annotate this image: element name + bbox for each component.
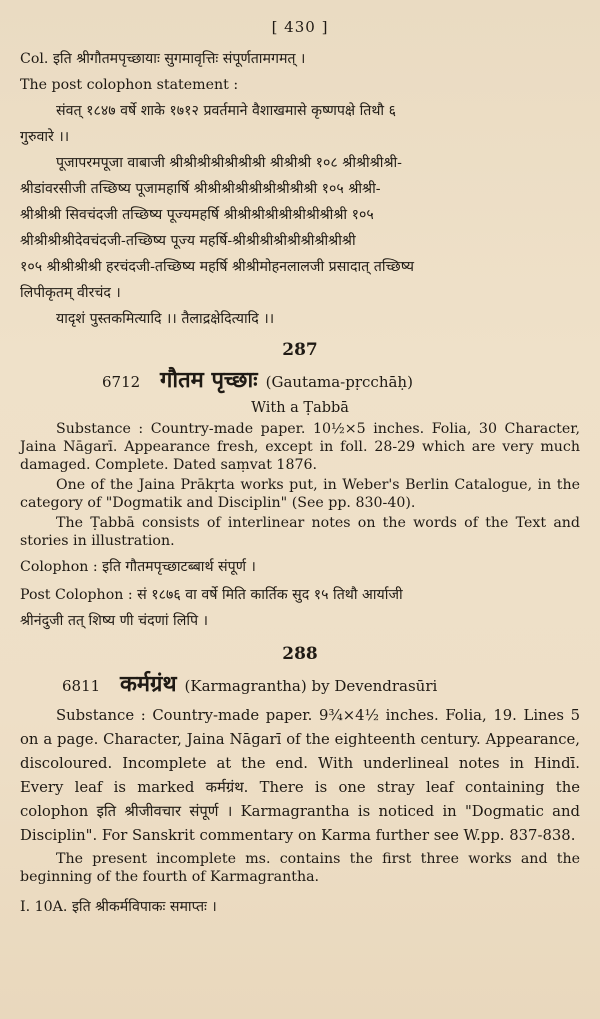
devanagari-line: श्रीश्रीश्रीश्रीदेवचंदजी-तच्छिष्य पूज्य महर्षि-श्रीश्रीश्रीश्रीश्रीश्रीश्रीश्रीश्री [20,233,356,249]
entry-title [20,668,580,698]
devanagari-line: १०५ श्रीश्रीश्रीश्री हरचंदजी-तच्छिष्य महर्षि श्रीश्रीमोहनलालजी प्रसादात् तच्छिष्य [20,259,414,275]
substance-paragraph: Substance : Country-made paper. 9¾×4½ inches. Folia, 19. Lines 5 on a page. Character, Jaina Nāgarī of the eighteenth century. Appearance, discoloured. Incomplete at the end. With underlineal notes in Hindī. Every leaf is marked कर्मग्रंथ. There is one stray leaf containing the colophon इति श्रीजीवचार संपूर्ण । Karmagrantha is noticed in "Dogmatic and Disciplin". For Sanskrit commentary on Karma further see W.pp. 837-838. [20,707,580,844]
post-colophon-line: Post Colophon : सं १८७६ वा वर्षे मिति कार्तिक सुद १५ तिथौ आर्याजी [20,587,403,603]
devanagari-line: यादृशं पुस्तकमित्यादि ।। तैलाद्रक्षेदित्यादि ।। [56,311,275,327]
title-devanagari: कर्मग्रंथ [120,671,177,697]
entry-title [20,364,580,394]
devanagari-line: लिपीकृतम् वीरचंद । [20,285,121,301]
colophon-line: Colophon : इति गौतमपृच्छाटब्बार्थ संपूर्ण । [20,559,256,575]
title-devanagari: गौतम पृच्छाः [160,367,258,393]
entry-subtitle: With a Ṭabbā [251,400,349,416]
description-paragraph: One of the Jaina Prākṛta works put, in Weber's Berlin Catalogue, in the category of "Dogmatik and Disciplin" (See pp. 830-40). [20,477,580,511]
title-romanized: (Karmagrantha) by Devendrasūri [184,677,438,695]
page-number: [ 430 ] [271,18,329,36]
title-romanized: (Gautama-pṛcchāḥ) [265,373,413,391]
colophon-line: Col. इति श्रीगौतमपृच्छायाः सुगमावृत्तिः संपूर्णतामगमत् । [20,51,306,67]
substance-paragraph: Substance : Country-made paper. 10½×5 inches. Folia, 30 Character, Jaina Nāgarī. Appearance fresh, except in foll. 28-29 which are very much damaged. Complete. Dated saṃvat 1876. [20,421,580,473]
description-paragraph: The present incomplete ms. contains the first three works and the beginning of the fourth of Karmagrantha. [20,851,580,885]
post-colophon-text [20,98,580,332]
description-paragraph: The Ṭabbā consists of interlinear notes on the words of the Text and stories in illustration. [20,515,580,549]
final-colophon-line: I. 10A. इति श्रीकर्मविपाकः समाप्तः । [20,899,217,915]
ms-number: 6712 [102,373,141,391]
ms-number: 6811 [62,677,101,695]
devanagari-line: गुरुवारे ।। [20,129,70,145]
post-colophon-label: The post colophon statement : [20,77,239,93]
devanagari-line: संवत् १८४७ वर्षे शाके १७१२ प्रवर्तमाने वैशाखमासे कृष्णपक्षे तिथौ ६ [56,103,396,119]
devanagari-line: श्रीडांवरसीजी तच्छिष्य पूजामहार्षि श्रीश्रीश्रीश्रीश्रीश्रीश्रीश्रीश्री १०५ श्रीश्री- [20,181,381,197]
post-colophon-line: श्रीनंदुजी तत् शिष्य णी चंदणां लिपि । [20,613,208,629]
devanagari-line: पूजापरमपूजा वाबाजी श्रीश्रीश्रीश्रीश्रीश्रीश्री श्रीश्रीश्री १०८ श्रीश्रीश्रीश्री- [56,155,402,171]
entry-number: 288 [282,644,318,664]
entry-number: 287 [282,340,318,360]
devanagari-line: श्रीश्रीश्री सिवचंदजी तच्छिष्य पूज्यमहर्षि श्रीश्रीश्रीश्रीश्रीश्रीश्रीश्रीश्री १०५ [20,207,374,223]
